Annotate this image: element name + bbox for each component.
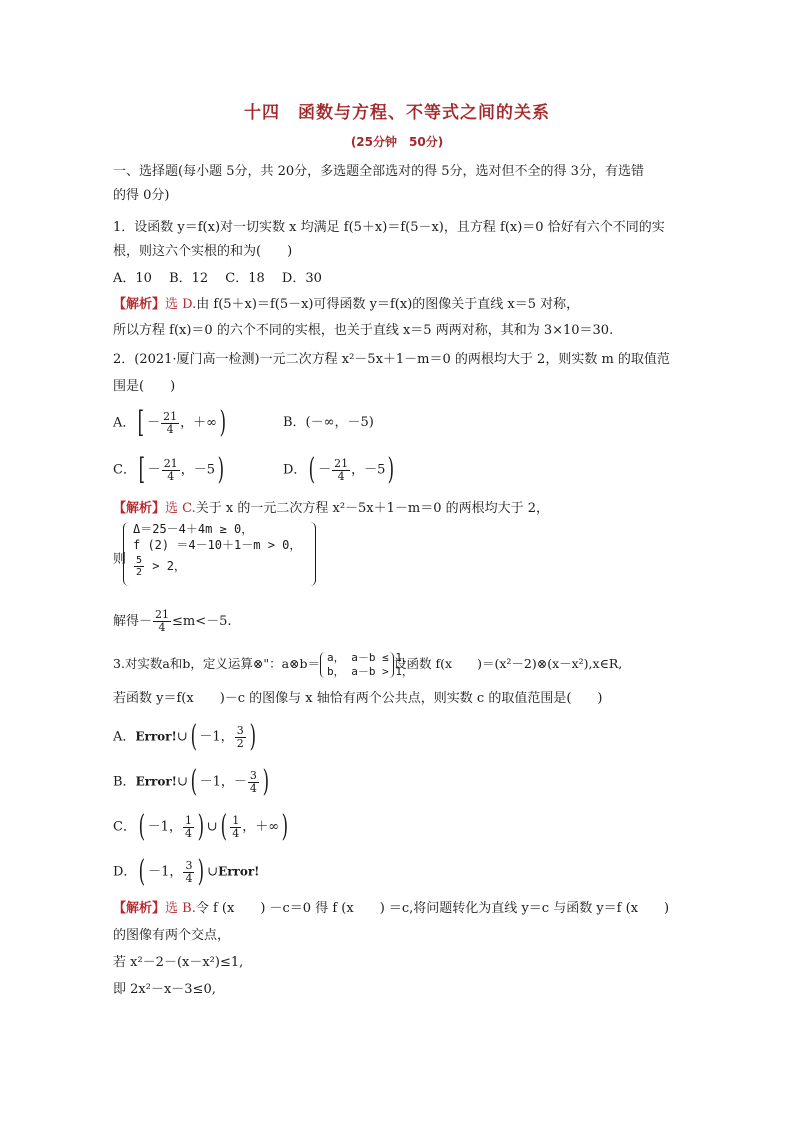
q2-option-c: C．[ － $\frac{21}{4}$ ，－5) xyxy=(113,452,225,487)
q3-option-a-label: A． xyxy=(113,729,136,745)
q2-stem-line2: 围是( ) xyxy=(113,379,176,394)
q3-option-b-fraction: $\frac{3}{4}$ xyxy=(249,768,257,795)
q2-result xyxy=(113,608,232,636)
q3-option-d-error: Error! xyxy=(218,864,260,879)
q3-solution-line2: 的图像有两个交点， xyxy=(113,928,231,943)
q3-option-b: B．Error!∪( －1，－ $\frac{3}{4}$ ) xyxy=(113,764,269,799)
q2-solution-tag: 【解析】 xyxy=(113,501,166,516)
q2-option-a-fraction: $\frac{21}{4}$ xyxy=(163,409,178,436)
q3-option-a-interval: －1， xyxy=(199,729,234,745)
q3-stem-lead: 3.对实数a和b，定义运算⊗"：a⊗b＝ xyxy=(113,656,321,671)
page-title: 十四 函数与方程、不等式之间的关系 xyxy=(244,103,550,123)
q3-solution-tag: 【解析】 xyxy=(113,901,166,916)
q3-option-c-fraction2: $\frac{1}{4}$ xyxy=(232,813,240,840)
q2-solution-text1: 关于 x 的一元二次方程 x²－5x＋1－m＝0 的两根均大于 2， xyxy=(195,501,550,516)
q2-option-c-label: C． xyxy=(113,462,136,478)
q3-option-c-interval1: －1， xyxy=(147,819,182,835)
q3-answer-choice: 选 B. xyxy=(165,901,196,916)
q3-option-c-interval2: ，＋∞ xyxy=(242,819,280,835)
q2-stem-line1: 2．(2021·厦门高一检测)一元二次方程 x²－5x＋1－m＝0 的两根均大于 2，则实数 m 的取值范 xyxy=(113,352,670,367)
q3-solution-text1: 令 f (x ) －c＝0 得 f (x ) ＝c,将问题转化为直线 y＝c 与函数 y＝f (x ) xyxy=(195,901,670,916)
q3-option-d-fraction: $\frac{3}{4}$ xyxy=(185,858,193,885)
q1-solution-text1: 由 f(5＋x)＝f(5－x)可得函数 y＝f(x)的图像关于直线 x＝5 对称， xyxy=(196,297,580,312)
q2-system-row3-tail: > 2， xyxy=(145,559,186,573)
q2-option-c-fraction: $\frac{21}{4}$ xyxy=(163,456,178,483)
q2-option-a-label: A． xyxy=(113,415,136,431)
q1-options: A．10 B．12 C．18 D．30 xyxy=(113,271,322,286)
page-subtitle: (25分钟 50分) xyxy=(350,135,444,149)
q3-option-d-interval: －1， xyxy=(148,864,183,880)
q3-stem-line2: 若函数 y＝f(x )－c 的图像与 x 轴恰有两个公共点，则实数 c 的取值范围是( ) xyxy=(113,691,603,706)
q3-option-a-fraction: $\frac{3}{2}$ xyxy=(236,723,244,750)
q3-option-b-error: Error! xyxy=(135,774,177,789)
q3-solution-line3: 若 x²－2－(x－x²)≤1, xyxy=(113,955,244,970)
q3-piecewise-definition: a， a－b ≤ 1， b， a－b > 1， xyxy=(320,651,394,679)
q2-result-tail: ≤m<－5. xyxy=(172,614,232,629)
q2-option-a: A．[ － $\frac{21}{4}$ ，＋∞) xyxy=(113,405,227,440)
q3-option-b-interval: －1，－ xyxy=(199,774,247,790)
q1-answer-choice: 选 D. xyxy=(165,297,197,312)
q2-option-d-lead: － xyxy=(318,462,332,478)
q2-option-d-fraction: $\frac{21}{4}$ xyxy=(334,456,349,483)
q1-stem-line2: 根，则这六个实根的和为( ) xyxy=(113,244,293,259)
right-brace xyxy=(309,522,316,586)
q3-stem-line1 xyxy=(113,650,622,679)
q2-system-prefix: 则 xyxy=(113,552,127,567)
q2-option-d: D．( － $\frac{21}{4}$ ，－5) xyxy=(283,452,395,487)
q3-option-c-fraction1: $\frac{1}{4}$ xyxy=(184,813,192,840)
q3-option-c: C．( －1， $\frac{1}{4}$ ) ∪( $\frac{1}{4}$ ，＋∞) xyxy=(113,809,289,844)
q2-solution-line1 xyxy=(113,500,549,518)
q3-stem-tail: 设函数 f(x )＝(x²－2)⊗(x－x²),x∈R, xyxy=(394,656,623,671)
q2-answer-choice: 选 C. xyxy=(165,501,196,516)
section-heading-line1: 一、选择题(每小题 5分，共 20分，多选题全部选对的得 5分，选对但不全的得 3分，有选错 xyxy=(113,164,644,179)
q3-option-b-union: ∪ xyxy=(176,774,188,790)
q3-option-c-label: C． xyxy=(113,819,136,835)
q2-system-row3-fraction: $\frac{5}{2}$ xyxy=(136,555,143,578)
q3-option-d-label: D． xyxy=(113,864,137,880)
q2-inequality-system xyxy=(113,520,323,588)
q1-solution-tag: 【解析】 xyxy=(113,297,166,312)
q1-solution-line1 xyxy=(113,296,579,314)
q2-result-lead: 解得－ xyxy=(113,614,153,629)
q2-option-c-lead: － xyxy=(147,462,161,478)
q3-option-a: A．Error!∪( －1， $\frac{3}{2}$ ) xyxy=(113,719,256,754)
q2-option-b: B．(－∞，－5) xyxy=(283,415,374,430)
q2-option-c-tail: ，－5 xyxy=(180,462,215,478)
q1-solution-line2: 所以方程 f(x)＝0 的六个不同的实根，也关于直线 x＝5 两两对称，其和为 3×10＝30. xyxy=(113,323,614,338)
q2-option-d-label: D． xyxy=(283,462,307,478)
q2-system-row1: Δ＝25－4＋4m ≥ 0， xyxy=(133,522,254,536)
q1-stem-line1: 1．设函数 y＝f(x)对一切实数 x 均满足 f(5＋x)＝f(5－x)，且方程 f(x)＝0 恰好有六个不同的实 xyxy=(113,220,665,235)
q3-option-c-union: ∪ xyxy=(206,819,218,835)
q3-option-a-union: ∪ xyxy=(176,729,188,745)
q3-option-b-label: B． xyxy=(113,774,136,790)
q2-system-row3 xyxy=(133,555,186,578)
q2-result-fraction: $\frac{21}{4}$ xyxy=(155,608,170,634)
left-brace xyxy=(123,522,130,586)
q3-solution-line4: 即 2x²－x－3≤0, xyxy=(113,982,216,997)
section-heading-line2: 的得 0分) xyxy=(113,188,170,203)
q3-option-a-error: Error! xyxy=(135,729,177,744)
q2-system-row2: f (2) ＝4－10＋1－m > 0， xyxy=(133,538,302,552)
q2-option-a-tail: ，＋∞ xyxy=(180,415,217,431)
q2-option-a-lead: － xyxy=(147,415,161,431)
q3-option-d: D．( －1， $\frac{3}{4}$ ) ∪Error! xyxy=(113,854,260,889)
q3-option-d-union: ∪ xyxy=(207,864,219,880)
q2-option-d-tail: ，－5 xyxy=(351,462,386,478)
q3-solution-line1 xyxy=(113,900,669,918)
